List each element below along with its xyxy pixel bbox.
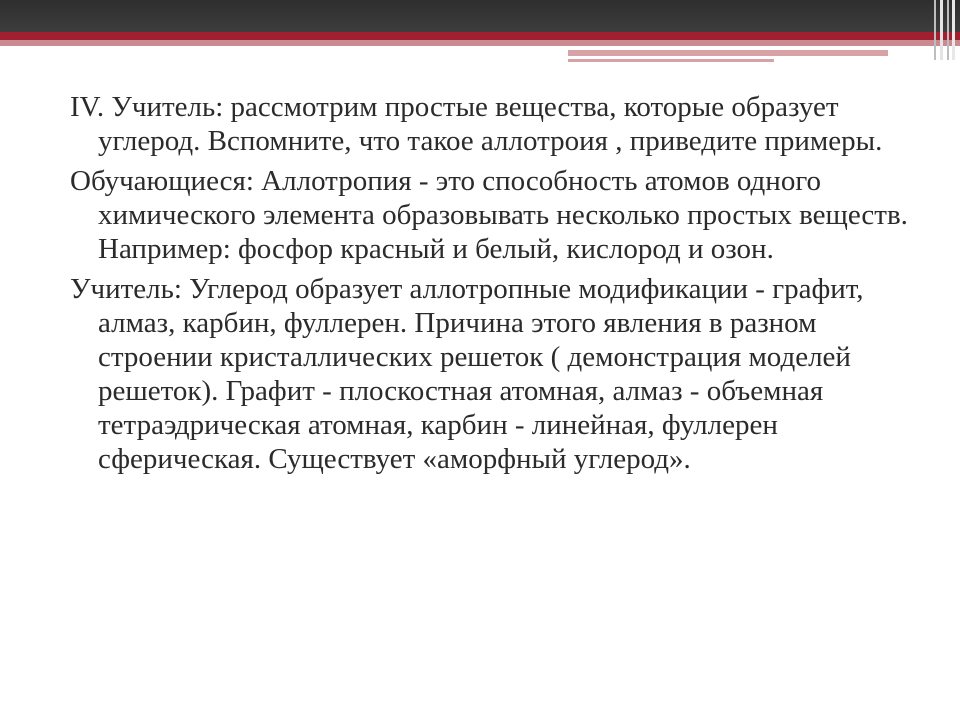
students-answer-paragraph: Обучающиеся: Аллотропия - это способность атомов одного химического элемента образовывать несколько простых веществ. Например: фосфор красный и белый, кислород и озон. [70,165,908,265]
header-dark-band [0,0,960,32]
teacher-explanation-paragraph: Учитель: Углерод образует аллотропные модификации - графит, алмаз, карбин, фуллерен. Причина этого явления в разном строении кристаллических решеток ( демонстрация моделей решеток). Графит - плоскостная атомная, алмаз - объемная тетраэдрическая атомная, карбин - линейная, фуллерен сферическая. Существует «аморфный углерод». [70,273,864,475]
corner-vertical-bar [952,0,955,60]
teacher-question-paragraph: IV. Учитель: рассмотрим простые вещества, которые образует углерод. Вспомните, что такое аллотроия , приведите примеры. [70,91,883,157]
slide-body-text [70,90,910,482]
corner-vertical-bar [947,0,949,60]
corner-vertical-bar [934,0,936,60]
header-pink-stripe [0,40,960,46]
header-red-stripe [0,32,960,40]
corner-vertical-bar [940,0,943,60]
header-pink-thin-line [568,59,774,62]
header-pink-tab [568,50,888,56]
